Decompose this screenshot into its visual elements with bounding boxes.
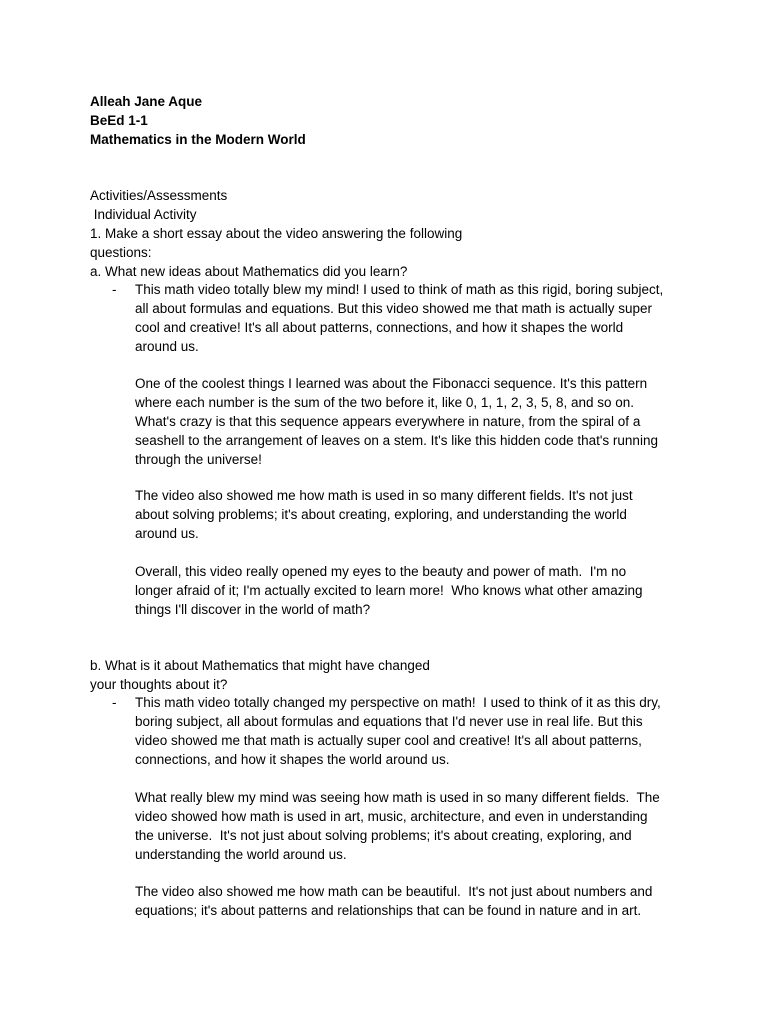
answer-b-p3-line: The video also showed me how math can be beautiful. It's not just about numbers and (135, 884, 653, 899)
answer-b-p1-line: This math video totally changed my perspective on math! I used to think of it as this dry, (135, 695, 661, 710)
answer-a-p3-line: about solving problems; it's about creating, exploring, and understanding the world (135, 507, 627, 522)
answer-b-p3-line: equations; it's about patterns and relationships that can be found in nature and in art. (135, 903, 642, 918)
activities-heading: Activities/Assessments (90, 188, 228, 203)
answer-b-p2-line: What really blew my mind was seeing how math is used in so many different fields. The (135, 790, 660, 805)
answer-a-p4-line: things I'll discover in the world of math? (135, 602, 371, 617)
answer-a-p3-line: around us. (135, 526, 199, 541)
task-instruction-line-1: 1. Make a short essay about the video answering the following (90, 226, 463, 241)
student-name: Alleah Jane Aque (90, 94, 203, 109)
answer-a-p1-line: cool and creative! It's all about patterns, connections, and how it shapes the world (135, 320, 624, 335)
question-b-prompt-line-2: your thoughts about it? (90, 677, 228, 692)
answer-a-p3-line: The video also showed me how math is used in so many different fields. It's not just (135, 488, 633, 503)
answer-a-p1-line: This math video totally blew my mind! I used to think of math as this rigid, boring subject, (135, 282, 664, 297)
question-a-prompt: a. What new ideas about Mathematics did you learn? (90, 264, 408, 279)
answer-a-p2-line: One of the coolest things I learned was about the Fibonacci sequence. It's this pattern (135, 376, 648, 391)
question-b-prompt-line-1: b. What is it about Mathematics that might have changed (90, 658, 430, 673)
answer-a-p2-line: What's crazy is that this sequence appears everywhere in nature, from the spiral of a (135, 414, 641, 429)
answer-a-p4-line: Overall, this video really opened my eyes to the beauty and power of math. I'm no (135, 564, 627, 579)
answer-b-p1-line: video showed me that math is actually super cool and creative! It's all about patterns, (135, 733, 642, 748)
task-instruction-line-2: questions: (90, 245, 152, 260)
answer-b-p1-line: boring subject, all about formulas and equations that I'd never use in real life. But this (135, 714, 643, 729)
answer-a-p4-line: longer afraid of it; I'm actually excited to learn more! Who knows what other amazing (135, 583, 643, 598)
answer-b-p2-line: understanding the world around us. (135, 847, 347, 862)
answer-a-p2-line: where each number is the sum of the two before it, like 0, 1, 1, 2, 3, 5, 8, and so on. (135, 395, 635, 410)
answer-a-p2-line: through the universe! (135, 452, 262, 467)
individual-activity-label: Individual Activity (90, 207, 197, 222)
question-a-bullet: - (112, 282, 117, 297)
answer-a-p1-line: around us. (135, 339, 199, 354)
answer-b-p1-line: connections, and how it shapes the world around us. (135, 752, 450, 767)
answer-a-p2-line: seashell to the arrangement of leaves on a stem. It's like this hidden code that's running (135, 433, 658, 448)
answer-b-p2-line: video showed how math is used in art, music, architecture, and even in understanding (135, 809, 648, 824)
answer-a-p1-line: all about formulas and equations. But this video showed me that math is actually super (135, 301, 653, 316)
answer-b-p2-line: the universe. It's not just about solving problems; it's about creating, exploring, and (135, 828, 632, 843)
question-b-bullet: - (112, 695, 117, 710)
course-title: Mathematics in the Modern World (90, 132, 306, 147)
section-label: BeEd 1-1 (90, 113, 148, 128)
